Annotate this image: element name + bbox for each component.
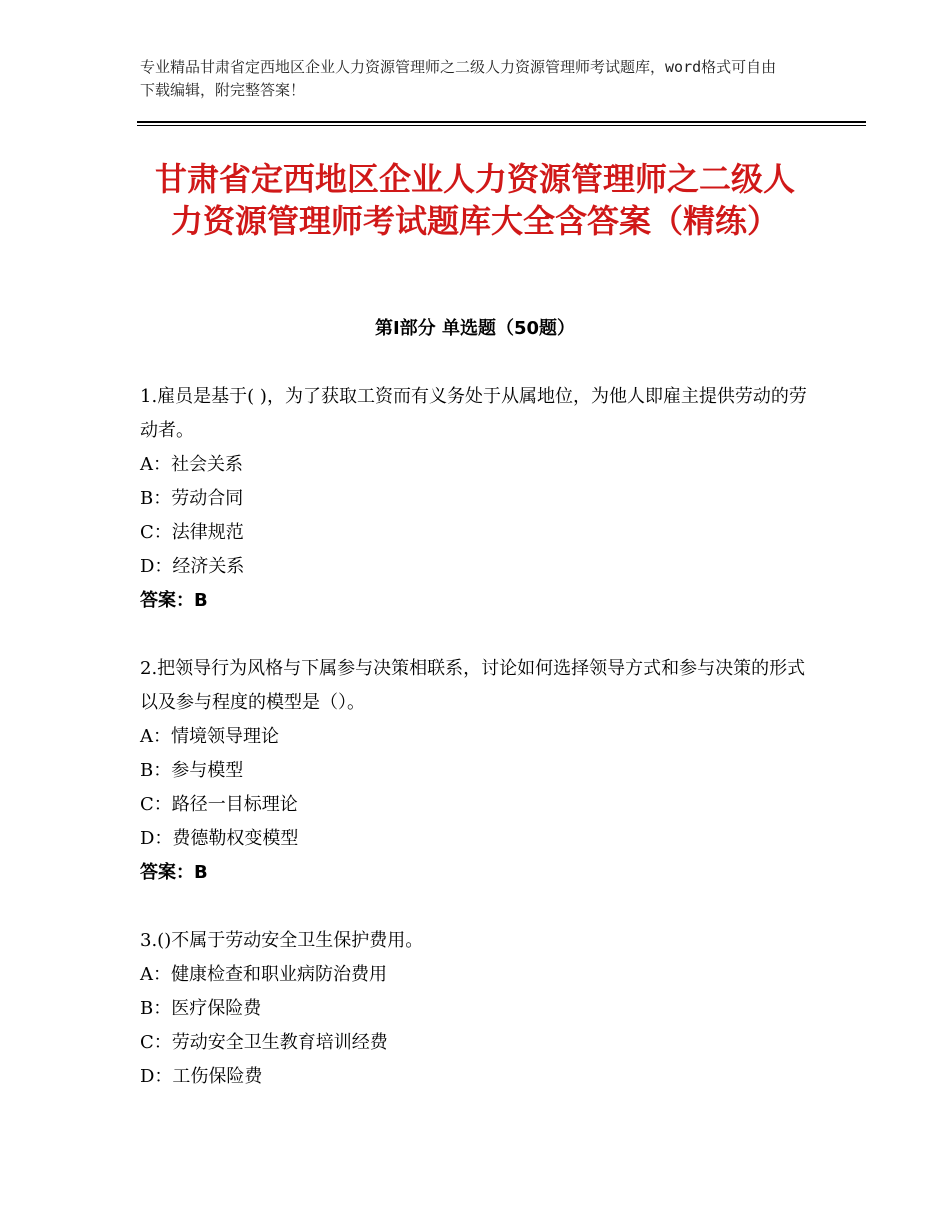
- question-1: [140, 380, 810, 618]
- section-heading: 第Ⅰ部分 单选题（50题）: [374, 318, 575, 339]
- question-2: [140, 652, 810, 890]
- option-d: D：工伤保险费: [140, 1066, 263, 1087]
- header-note: 专业精品甘肃省定西地区企业人力资源管理师之二级人力资源管理师考试题库，word格式可自由下载编辑，附完整答案！: [140, 58, 777, 99]
- option-b: B：参与模型: [140, 760, 244, 781]
- document-title: 甘肃省定西地区企业人力资源管理师之二级人力资源管理师考试题库大全含答案（精练）: [154, 160, 795, 240]
- question-stem: 2.把领导行为风格与下属参与决策相联系，讨论如何选择领导方式和参与决策的形式以及参与程度的模型是（）。: [140, 658, 806, 713]
- option-b: B：医疗保险费: [140, 998, 262, 1019]
- answer-line: 答案：B: [140, 862, 208, 883]
- option-b: B：劳动合同: [140, 488, 244, 509]
- question-3: [140, 924, 810, 1094]
- option-d: D：经济关系: [140, 556, 245, 577]
- header-rule-thin: [137, 125, 866, 126]
- option-a: A：情境领导理论: [140, 726, 279, 747]
- option-a: A：社会关系: [140, 454, 243, 475]
- option-c: C：法律规范: [140, 522, 244, 543]
- option-c: C：劳动安全卫生教育培训经费: [140, 1032, 388, 1053]
- option-c: C：路径一目标理论: [140, 794, 298, 815]
- option-a: A：健康检查和职业病防治费用: [140, 964, 387, 985]
- option-d: D：费德勒权变模型: [140, 828, 299, 849]
- header-rule-thick: [137, 121, 866, 123]
- answer-line: 答案：B: [140, 590, 208, 611]
- question-stem: 3.()不属于劳动安全卫生保护费用。: [140, 930, 424, 951]
- question-stem: 1.雇员是基于( )，为了获取工资而有义务处于从属地位，为他人即雇主提供劳动的劳动者。: [140, 386, 807, 441]
